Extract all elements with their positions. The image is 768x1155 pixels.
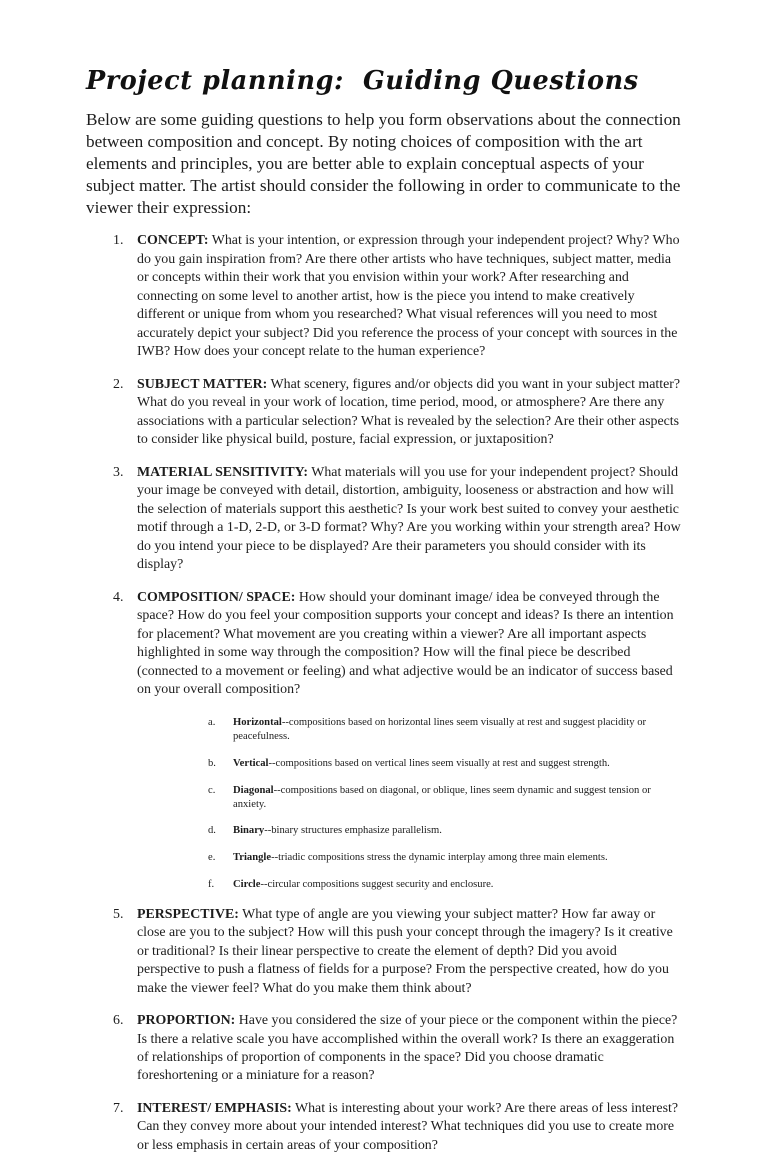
sublist-item-label: Circle xyxy=(233,878,261,890)
sublist-item-body: --triadic compositions stress the dynamic interplay among three main elements. xyxy=(271,852,608,864)
sublist-item-body: --circular compositions suggest security and enclosure. xyxy=(260,878,494,890)
list-item-body: How should your dominant image/ idea be conveyed through the space? How do you feel your composition supports your concept and ideas? Is there an intention for placement? What movement are you creating within a viewer? Are all important aspects highlighted in some way through the composition? How will the final piece be described (connected to a movement or feeling) and what adjective would be an indicator of success based on your overall composition? xyxy=(137,589,674,697)
list-item-body: Have you considered the size of your piece or the component within the piece? Is there a relative scale you have accomplished within the overall work? Is there an exaggeration of relationships of proportion of components in the space? Did you choose dramatic foreshortening or a miniature for a reason? xyxy=(137,1013,678,1084)
sublist-marker: e. xyxy=(208,852,216,864)
list-marker: 4. xyxy=(113,589,124,605)
sublist-marker: f. xyxy=(208,878,215,890)
sublist-item-label: Diagonal xyxy=(233,784,274,796)
sublist-marker: c. xyxy=(208,784,216,796)
page-title: Project planning: Guiding Questions xyxy=(86,65,639,96)
sublist-item-label: Vertical xyxy=(233,758,269,770)
sublist-marker: d. xyxy=(208,825,216,837)
intro-paragraph: Below are some guiding questions to help you form observations about the connection between composition and concept. By noting choices of composition with the art elements and principles, you are better able to explain conceptual aspects of your subject matter. The artist should consider the following in order to communicate to the viewer their expression: xyxy=(86,109,681,218)
sublist-item-horizontal xyxy=(137,716,683,744)
list-item-body: What is interesting about your work? Are there areas of less interest? Can they convey more about your intended interest? What techniques did you use to create more or less emphasis in certain areas of your composition? xyxy=(137,1100,679,1153)
list-item-label: COMPOSITION/ SPACE: xyxy=(137,589,296,605)
list-item-concept xyxy=(86,232,683,361)
sublist-marker: b. xyxy=(208,758,216,770)
list-item-label: SUBJECT MATTER: xyxy=(137,376,268,392)
sublist-item-triangle xyxy=(137,851,683,865)
sublist-item-body: --compositions based on horizontal lines seem visually at rest and suggest placidity or peacefulness. xyxy=(233,717,647,743)
sublist-item-label: Horizontal xyxy=(233,717,282,729)
list-item-proportion xyxy=(86,1012,683,1086)
list-item-subject-matter xyxy=(86,376,683,450)
composition-types-sublist xyxy=(137,716,683,891)
sublist-item-label: Binary xyxy=(233,825,265,837)
list-item-composition-space xyxy=(86,589,683,892)
sublist-item-body: --compositions based on diagonal, or oblique, lines seem dynamic and suggest tension or anxiety. xyxy=(233,784,651,810)
list-item-label: INTEREST/ EMPHASIS: xyxy=(137,1100,292,1116)
list-item-body: What is your intention, or expression through your independent project? Why? Who do you gain inspiration from? Are there other artists who have techniques, subject matter, media or concepts within their work that you envision within your work? After researching and connecting on some level to another artist, how is the piece you intend to make creatively different or unique from whom you researched? What visual references will you need to most accurately depict your subject? Did you reference the process of your concept with sources in the IWB? How does your concept relate to the human experience? xyxy=(137,233,680,360)
list-marker: 1. xyxy=(113,233,124,249)
list-item-label: CONCEPT: xyxy=(137,233,209,249)
sublist-marker: a. xyxy=(208,717,216,729)
sublist-item-diagonal xyxy=(137,784,683,812)
list-marker: 7. xyxy=(113,1100,124,1116)
sublist-item-vertical xyxy=(137,757,683,771)
list-item-interest-emphasis xyxy=(86,1100,683,1155)
sublist-item-circle xyxy=(137,878,683,892)
list-item-label: PROPORTION: xyxy=(137,1013,236,1029)
guiding-questions-list xyxy=(86,232,683,1155)
list-item-perspective xyxy=(86,906,683,998)
list-item-body: What materials will you use for your independent project? Should your image be conveyed with detail, distortion, ambiguity, looseness or abstraction and how will the selection of materials support this aesthetic? Is your work best suited to convey your aesthetic motif through a 1-D, 2-D, or 3-D format? Why? Are you working within your strength area? How do you intend your piece to be displayed? Are their parameters you should consider with its display? xyxy=(137,464,681,573)
list-marker: 2. xyxy=(113,376,124,392)
sublist-item-label: Triangle xyxy=(233,852,272,864)
list-marker: 3. xyxy=(113,464,124,480)
sublist-item-binary xyxy=(137,824,683,838)
list-marker: 5. xyxy=(113,906,124,922)
sublist-item-body: --compositions based on vertical lines seem visually at rest and suggest strength. xyxy=(268,758,610,770)
list-item-body: What type of angle are you viewing your subject matter? How far away or close are you to the subject? How will this push your concept through the imagery? Is it creative or traditional? Is their linear perspective to create the element of depth? Did you avoid perspective to push a flatness of fields for a purpose? From the perspective created, how do you make the viewer feel? What do you make them think about? xyxy=(137,906,673,996)
list-item-label: PERSPECTIVE: xyxy=(137,906,239,922)
list-item-material-sensitivity xyxy=(86,464,683,575)
sublist-item-body: --binary structures emphasize parallelism. xyxy=(264,825,442,837)
list-marker: 6. xyxy=(113,1013,124,1029)
list-item-body: What scenery, figures and/or objects did you want in your subject matter? What do you reveal in your work of location, time period, mood, or atmosphere? Are there any associations with a particular selection? What is revealed by the selection? Are their other aspects to consider like physical build, posture, facial expression, or juxtaposition? xyxy=(137,376,681,448)
list-item-label: MATERIAL SENSITIVITY: xyxy=(137,464,308,480)
